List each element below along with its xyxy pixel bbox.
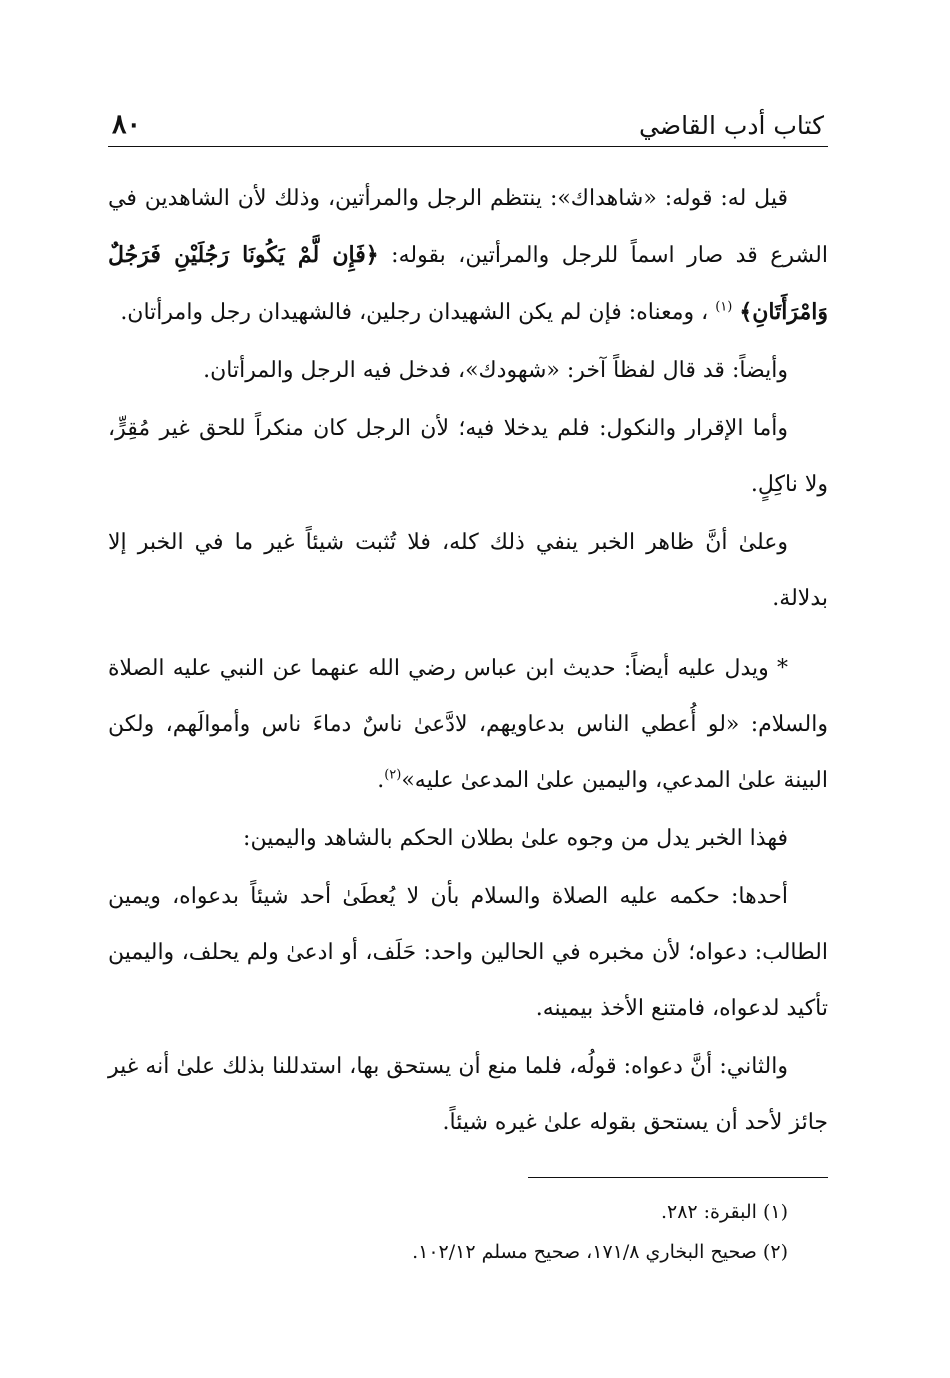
footnote-ref-2: (٢) [384,767,402,783]
quran-verse: ﴿فَإِن لَّمْ يَكُونَا رَجُلَيْنِ فَرَجُلٌ وَامْرَأَتَانِ﴾ [108,242,828,325]
paragraph-4: وعلىٰ أنَّ ظاهر الخبر ينفي ذلك كله، فلا تُثبت شيئاً غير ما في الخبر إلا بدلالة. [108,530,828,611]
paragraph-8: والثاني: أنَّ دعواه: قولُه، فلما منع أن يستحق بها، استدللنا بذلك علىٰ أنه غير جائز لأحد أن يستحق بقوله علىٰ غيره شيئاً. [108,1054,828,1135]
paragraph-7: أحدها: حكمه عليه الصلاة والسلام بأن لا يُعطَىٰ أحد شيئاً بدعواه، ويمين الطالب: دعواه؛ لأن مخبره في الحالين واحد: حَلَف، أو ادعىٰ ولم يحلف، واليمين تأكيد لدعواه، فامتنع الأخذ بيمينه. [108,884,828,1021]
footnote-2: (٢) صحيح البخاري ١٧١/٨، صحيح مسلم ١٠٢/١٢. [412,1241,788,1263]
running-header [108,100,828,147]
paragraph-2: وأيضاً: قد قال لفظاً آخر: «شهودك»، فدخل فيه الرجل والمرأتان. [203,358,788,383]
footnote-divider [528,1177,828,1178]
paragraph-3: وأما الإقرار والنكول: فلم يدخلا فيه؛ لأن الرجل كان منكراً للحق غير مُقِرٍّ، ولا ناكِلٍ. [108,416,828,497]
footnote-1: (١) البقرة: ٢٨٢. [660,1201,788,1223]
page-number: ٨٠ [112,109,142,140]
hadith-text: * ويدل عليه أيضاً: حديث ابن عباس رضي الله عنهما عن النبي عليه الصلاة والسلام: «لو أُعطي الناس بدعاويهم، لادَّعىٰ ناسٌ دماءَ ناس وأموالَهم، ولكن البينة علىٰ المدعي، واليمين علىٰ المدعىٰ عليه» [108,656,828,793]
paragraph-1-text-end: ، ومعناه: فإن لم يكن الشهيدان رجلين، فالشهيدان رجل وامرأتان. [120,300,709,325]
footnotes [108,1192,828,1272]
paragraph-5-end: . [377,768,385,793]
paragraph-1 [108,171,828,341]
paragraph-1-text-start: قيل له: قوله: «شاهداك»: ينتظم الرجل والمرأتين، وذلك لأن الشاهدين في الشرع قد صار اسماً للرجل والمرأتين، بقوله: [108,186,828,268]
book-page [108,100,828,1272]
main-text [108,171,828,1151]
paragraph-5 [108,641,828,809]
paragraph-6: فهذا الخبر يدل من وجوه علىٰ بطلان الحكم بالشاهد واليمين: [243,826,788,851]
footnote-ref-1: (١) [715,299,733,315]
book-title: كتاب أدب القاضي [639,111,824,140]
